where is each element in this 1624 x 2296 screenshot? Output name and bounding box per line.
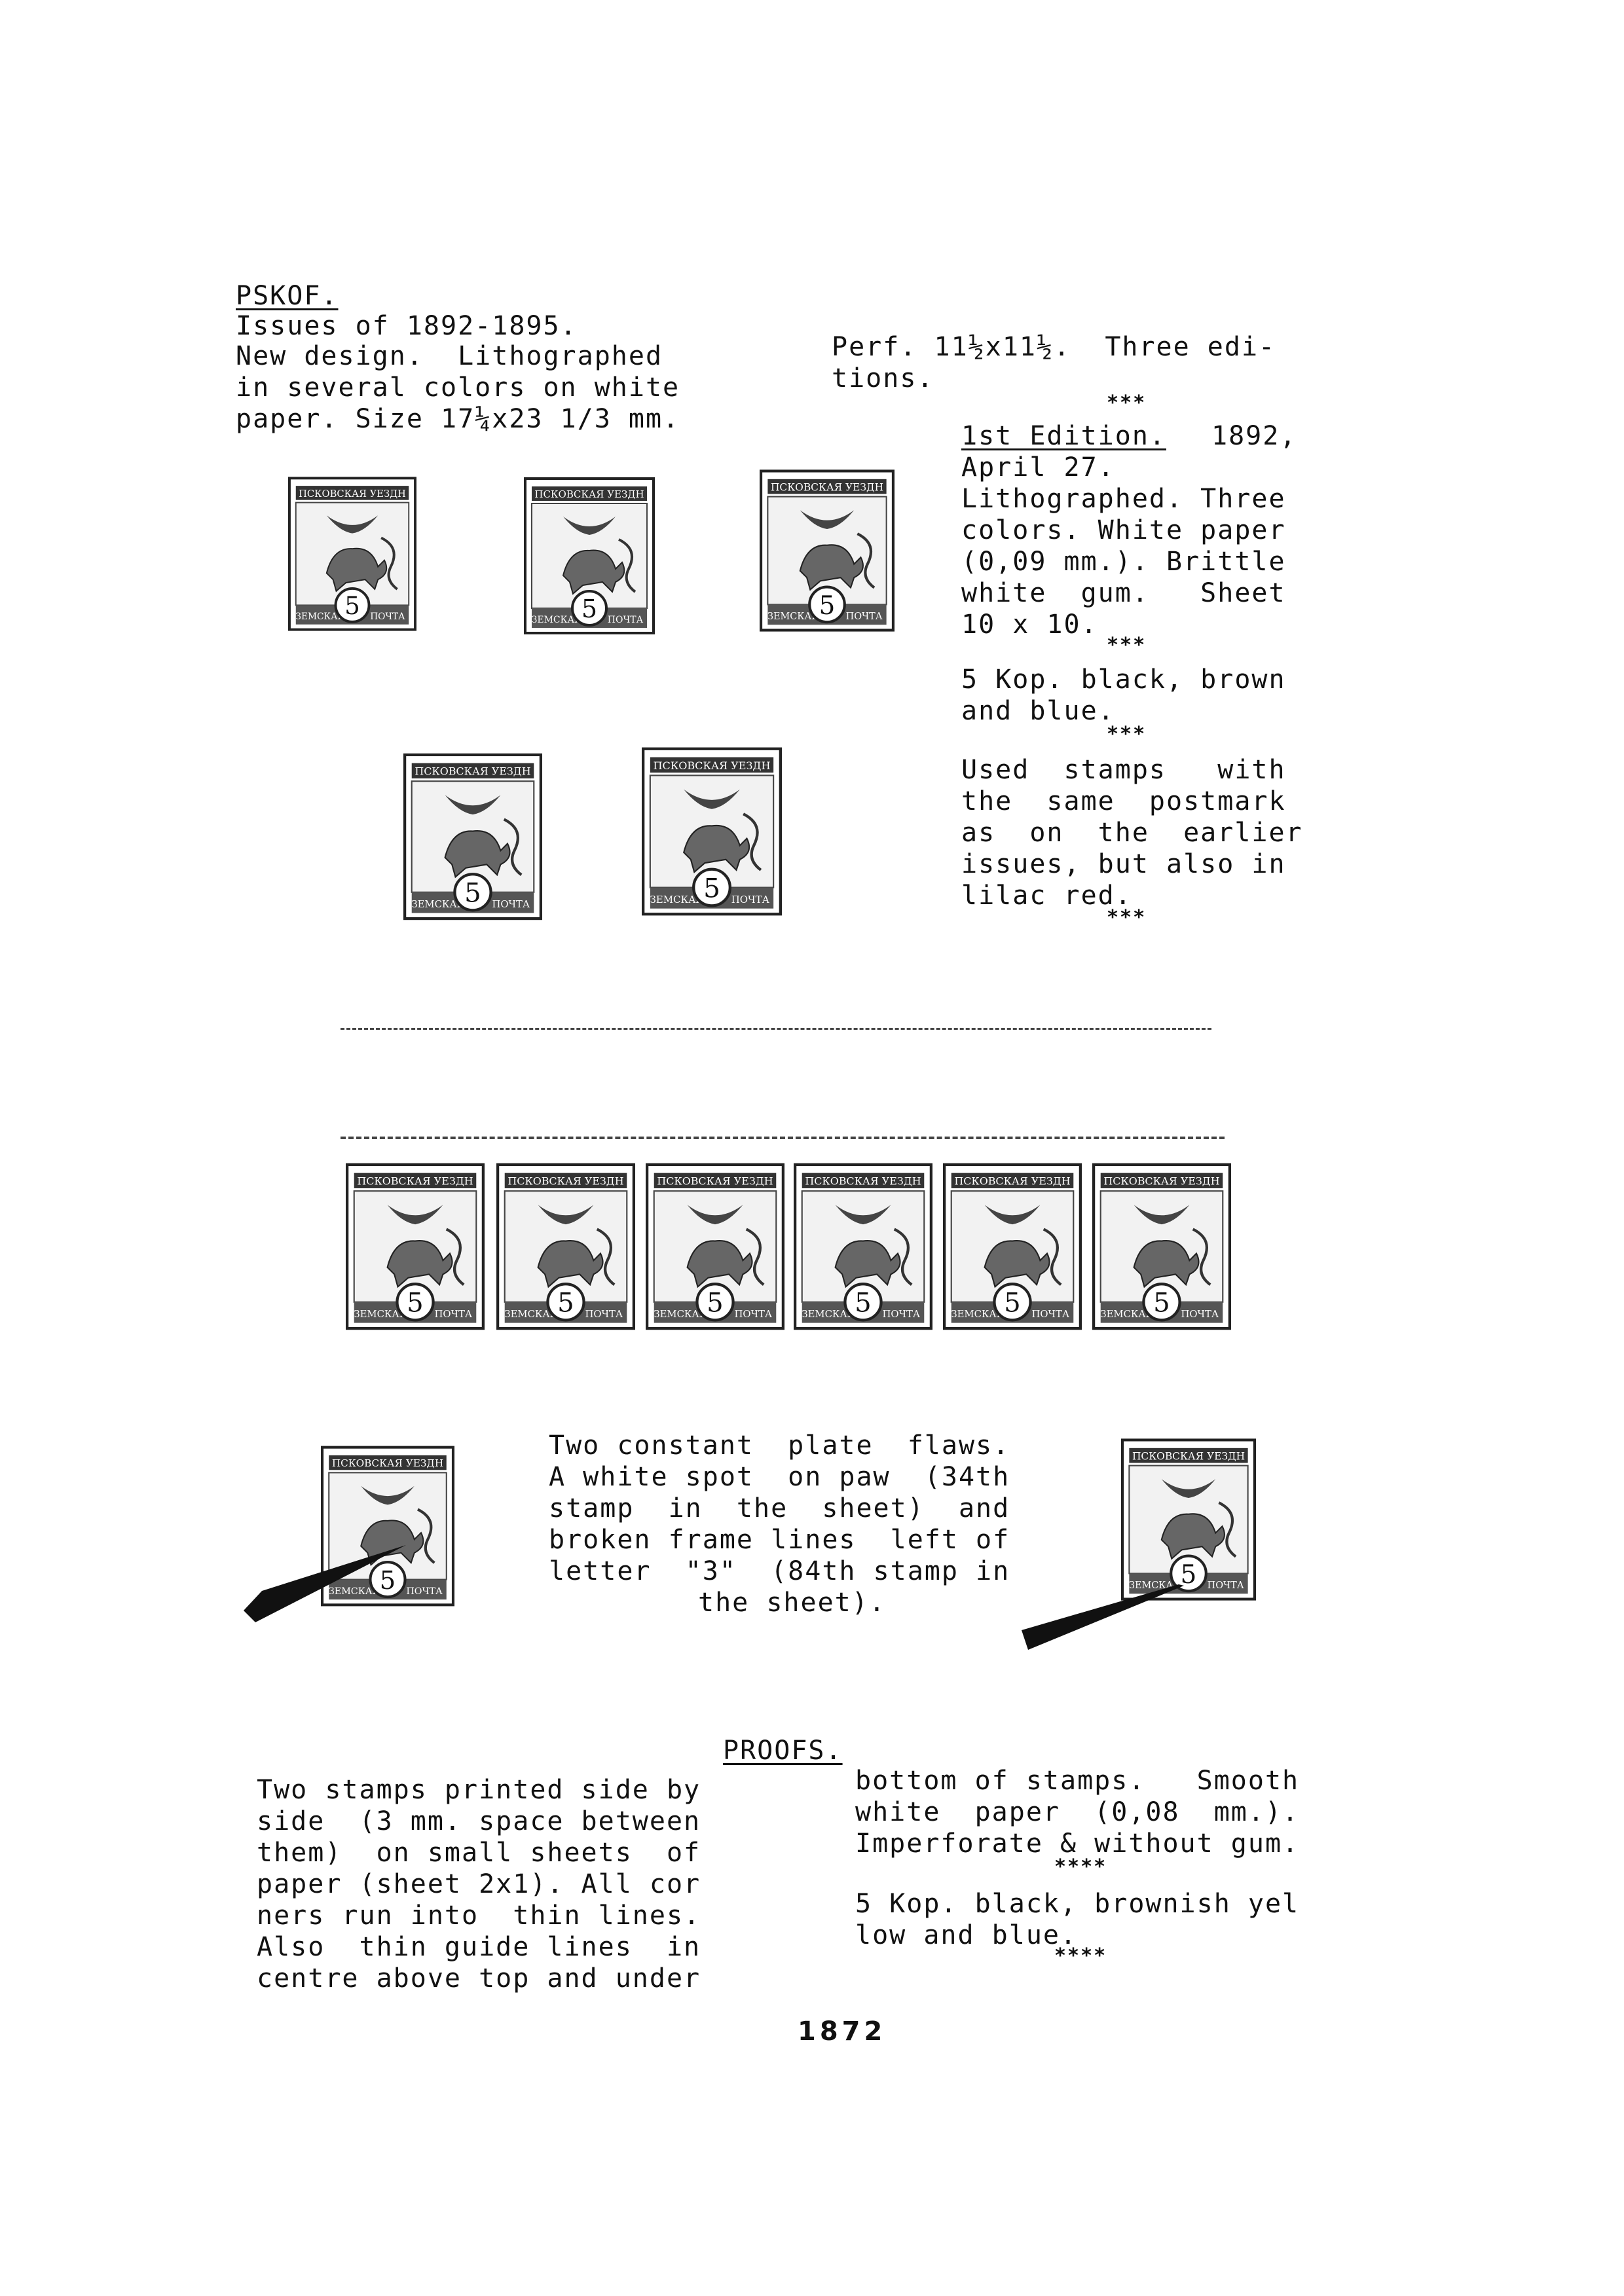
proofs-left-6: Also thin guide lines in [257, 1932, 701, 1962]
perf-line-1: Perf. 11½x11½. Three edi- [832, 332, 1276, 362]
proofs-right-3: Imperforate & without gum. [855, 1829, 1300, 1859]
separator-stars: *** [1107, 906, 1147, 929]
flaws-line-1: Two constant plate flaws. [549, 1430, 1010, 1461]
proofs-colors-2: low and blue. [855, 1920, 1078, 1950]
strip-stamp-4 [794, 1159, 932, 1334]
perf-line-2: tions. [832, 363, 934, 393]
proofs-right-1: bottom of stamps. Smooth [855, 1766, 1300, 1796]
strip-stamp-1 [346, 1159, 485, 1334]
stamp-postmarked-image [642, 740, 782, 923]
strip-stamp-3 [646, 1159, 784, 1334]
separator-stars: **** [1054, 1855, 1107, 1878]
separator-stars: *** [1107, 634, 1147, 657]
flaws-line-2: A white spot on paw (34th [549, 1462, 1010, 1492]
proofs-left-3: them) on small sheets of [257, 1838, 701, 1868]
edition-date: April 27. [961, 452, 1115, 483]
proofs-left-7: centre above top and under [257, 1963, 701, 1994]
intro-line-2: in several colors on white [236, 373, 680, 403]
flaws-line-5: letter "3" (84th stamp in [549, 1556, 1010, 1586]
proofs-left-1: Two stamps printed side by [257, 1775, 701, 1805]
used-line-2: the same postmark [961, 786, 1286, 816]
page-title: PSKOF. [236, 281, 339, 311]
flaws-line-3: stamp in the sheet) and [549, 1493, 1010, 1523]
flaws-line-4: broken frame lines left of [549, 1525, 1010, 1555]
edition-desc-2: colors. White paper [961, 515, 1286, 545]
used-line-3: as on the earlier [961, 818, 1303, 848]
pointer-arrow-icon [242, 1525, 406, 1624]
flaws-line-6: the sheet). [698, 1588, 886, 1618]
used-line-5: lilac red. [961, 881, 1132, 911]
strip-stamp-5 [943, 1159, 1082, 1334]
strip-top-edge [341, 1137, 1225, 1139]
edition-year: 1892, [1211, 421, 1297, 451]
divider [341, 1028, 1211, 1030]
page-number: 1872 [798, 2016, 887, 2047]
proofs-left-2: side (3 mm. space between [257, 1806, 701, 1836]
proofs-colors-1: 5 Kop. black, brownish yel [855, 1889, 1300, 1919]
stamp-image [524, 470, 655, 642]
edition-colors-2: and blue. [961, 696, 1115, 726]
proofs-left-5: ners run into thin lines. [257, 1901, 701, 1931]
used-line-4: issues, but also in [961, 849, 1286, 879]
edition-desc-3: (0,09 mm.). Brittle [961, 547, 1286, 577]
proofs-right-2: white paper (0,08 mm.). [855, 1797, 1300, 1827]
edition-desc-5: 10 x 10. [961, 610, 1098, 640]
used-line-1: Used stamps with [961, 755, 1286, 785]
separator-stars: *** [1107, 723, 1147, 746]
edition-desc-1: Lithographed. Three [961, 484, 1286, 514]
edition-desc-4: white gum. Sheet [961, 578, 1286, 608]
intro-line-3: paper. Size 17¼x23 1/3 mm. [236, 404, 680, 434]
separator-stars: **** [1054, 1944, 1107, 1967]
proofs-left-4: paper (sheet 2x1). All cor [257, 1869, 701, 1899]
proofs-heading: PROOFS. [723, 1736, 843, 1766]
pointer-arrow-icon [1022, 1578, 1185, 1656]
intro-line-1: New design. Lithographed [236, 341, 663, 371]
issues-heading: Issues of 1892-1895. [236, 311, 578, 341]
edition-colors-1: 5 Kop. black, brown [961, 665, 1286, 695]
separator-stars: *** [1107, 392, 1147, 414]
stamp-image [760, 462, 895, 639]
strip-stamp-2 [496, 1159, 635, 1334]
edition-heading: 1st Edition. [961, 421, 1166, 451]
stamp-image [288, 470, 416, 638]
strip-stamp-6 [1092, 1159, 1231, 1334]
stamp-image [403, 746, 542, 927]
